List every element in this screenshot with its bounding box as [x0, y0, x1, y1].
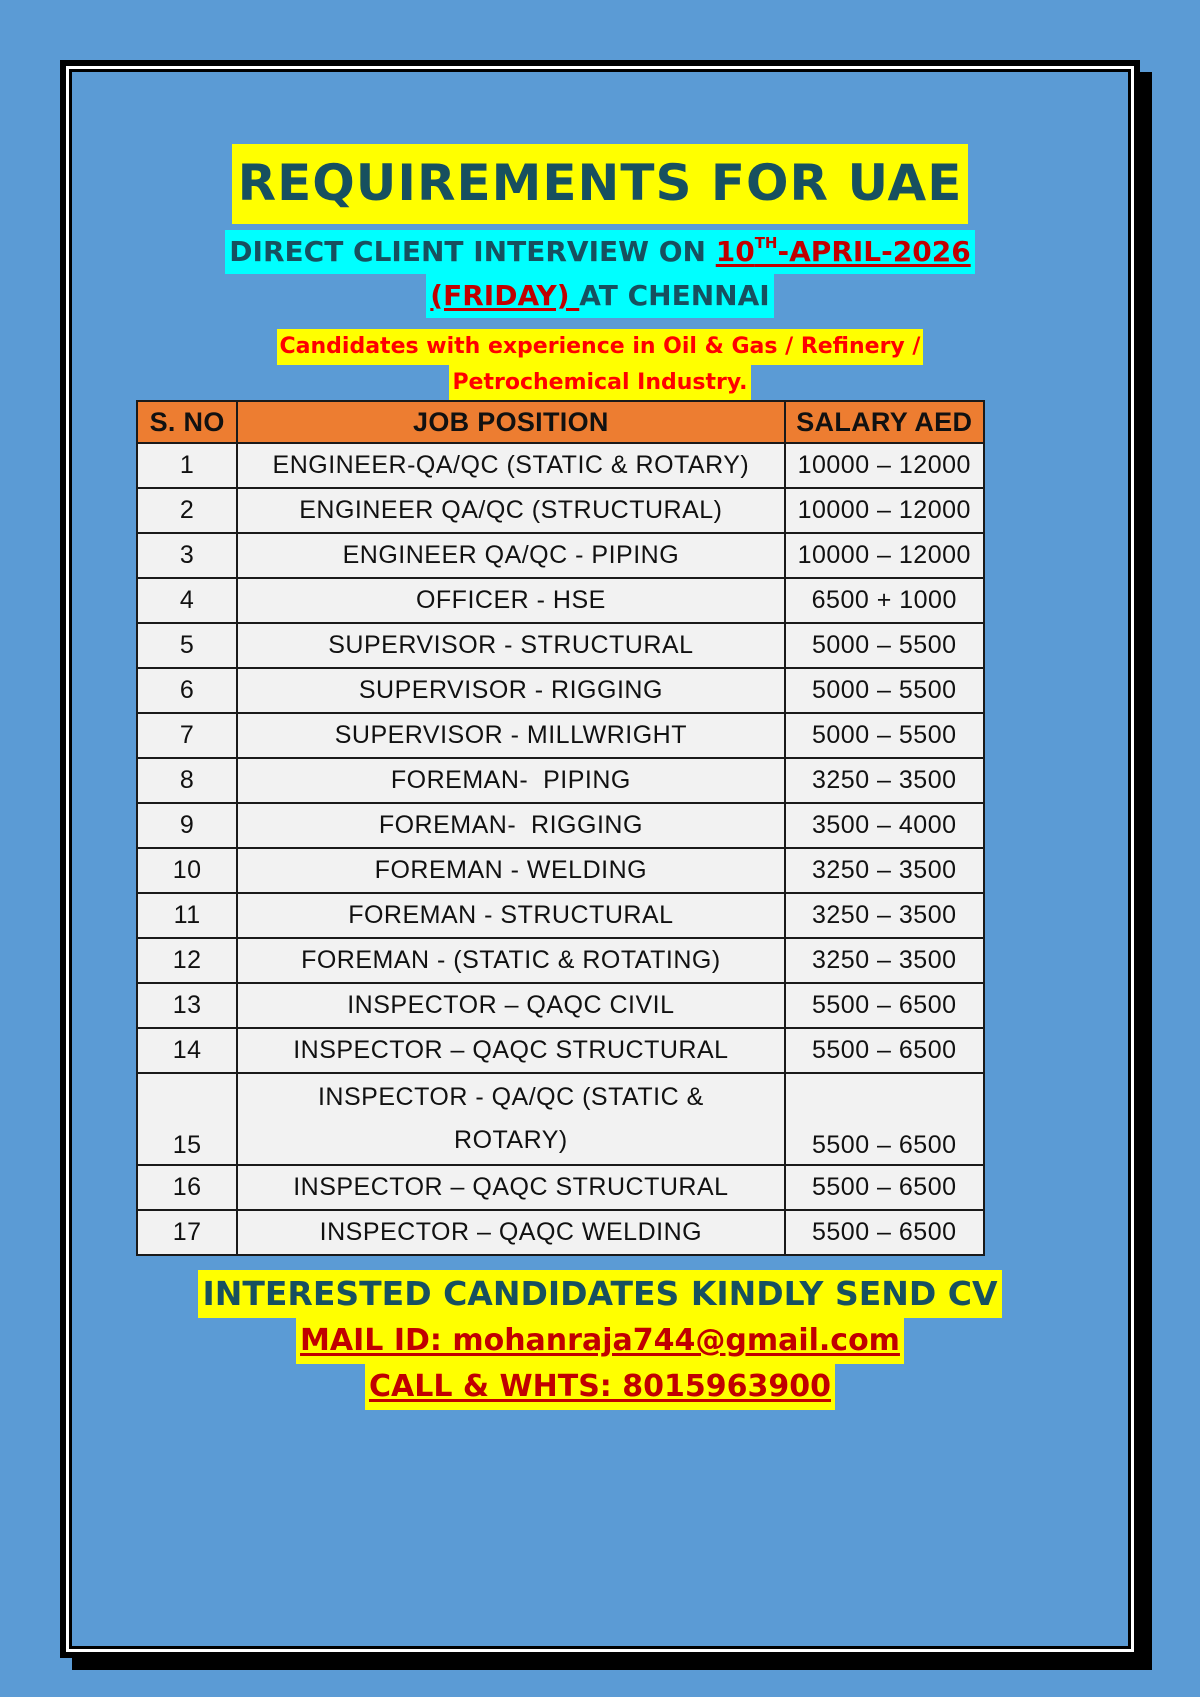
table-row	[137, 893, 984, 938]
row-number: 4	[137, 578, 237, 623]
interview-details	[72, 230, 1128, 318]
interview-date	[716, 235, 971, 268]
row-number: 2	[137, 488, 237, 533]
job-position: FOREMAN - STRUCTURAL	[237, 893, 784, 938]
table-row	[137, 443, 984, 488]
job-position: ENGINEER-QA/QC (STATIC & ROTARY)	[237, 443, 784, 488]
salary: 5000 – 5500	[785, 623, 984, 668]
job-position-line-2: ROTARY)	[454, 1126, 568, 1154]
salary: 5500 – 6500	[785, 1210, 984, 1255]
interview-weekday: (FRIDAY)	[430, 279, 580, 312]
job-position: ENGINEER QA/QC (STRUCTURAL)	[237, 488, 784, 533]
job-position: SUPERVISOR - RIGGING	[237, 668, 784, 713]
experience-line-1: Candidates with experience in Oil & Gas / Refinery /	[277, 329, 924, 365]
table-row	[137, 938, 984, 983]
interview-day: 10	[715, 235, 755, 268]
title-text: REQUIREMENTS FOR UAE	[232, 144, 969, 224]
salary: 5000 – 5500	[785, 713, 984, 758]
row-number: 12	[137, 938, 237, 983]
row-number: 14	[137, 1028, 237, 1073]
experience-note	[72, 329, 1128, 401]
interview-month-year: -APRIL-2026	[777, 235, 971, 268]
salary: 5500 – 6500	[785, 1028, 984, 1073]
row-number: 15	[137, 1073, 237, 1165]
interview-line-2	[426, 274, 773, 318]
table-row	[137, 803, 984, 848]
row-number: 1	[137, 443, 237, 488]
table-row	[137, 1028, 984, 1073]
interview-location: AT CHENNAI	[579, 279, 770, 312]
salary: 5500 – 6500	[785, 1073, 984, 1165]
row-number: 17	[137, 1210, 237, 1255]
job-position: INSPECTOR – QAQC WELDING	[237, 1210, 784, 1255]
job-position: INSPECTOR – QAQC CIVIL	[237, 983, 784, 1028]
row-number: 8	[137, 758, 237, 803]
cta-banner	[72, 1270, 1128, 1318]
interview-day-suffix: TH	[754, 234, 778, 252]
salary: 3250 – 3500	[785, 938, 984, 983]
salary: 5500 – 6500	[785, 983, 984, 1028]
poster-title	[72, 144, 1128, 224]
salary: 3250 – 3500	[785, 893, 984, 938]
contact-email	[72, 1318, 1128, 1364]
job-position: ENGINEER QA/QC - PIPING	[237, 533, 784, 578]
job-position: OFFICER - HSE	[237, 578, 784, 623]
job-table	[136, 400, 985, 1256]
table-row	[137, 623, 984, 668]
table-row	[137, 983, 984, 1028]
salary: 3250 – 3500	[785, 758, 984, 803]
job-position: SUPERVISOR - STRUCTURAL	[237, 623, 784, 668]
job-position: FOREMAN- RIGGING	[237, 803, 784, 848]
salary: 10000 – 12000	[785, 443, 984, 488]
table-row	[137, 488, 984, 533]
email-link[interactable]: MAIL ID: mohanraja744@gmail.com	[296, 1318, 904, 1364]
table-row	[137, 1165, 984, 1210]
column-header-sno: S. NO	[137, 401, 237, 443]
row-number: 9	[137, 803, 237, 848]
salary: 5500 – 6500	[785, 1165, 984, 1210]
job-position: FOREMAN- PIPING	[237, 758, 784, 803]
table-row	[137, 758, 984, 803]
job-position: SUPERVISOR - MILLWRIGHT	[237, 713, 784, 758]
experience-line-2: Petrochemical Industry.	[449, 365, 750, 401]
salary: 10000 – 12000	[785, 533, 984, 578]
salary: 6500 + 1000	[785, 578, 984, 623]
interview-prefix: DIRECT CLIENT INTERVIEW ON	[229, 235, 716, 268]
table-row	[137, 848, 984, 893]
job-position: FOREMAN - (STATIC & ROTATING)	[237, 938, 784, 983]
job-position: INSPECTOR – QAQC STRUCTURAL	[237, 1028, 784, 1073]
row-number: 16	[137, 1165, 237, 1210]
row-number: 5	[137, 623, 237, 668]
job-position-line-1: INSPECTOR - QA/QC (STATIC &	[317, 1083, 704, 1111]
salary: 5000 – 5500	[785, 668, 984, 713]
salary: 3250 – 3500	[785, 848, 984, 893]
job-position	[237, 1073, 784, 1165]
table-row	[137, 1210, 984, 1255]
table-row	[137, 668, 984, 713]
table-row	[137, 713, 984, 758]
row-number: 11	[137, 893, 237, 938]
row-number: 10	[137, 848, 237, 893]
table-row	[137, 533, 984, 578]
cta-text: INTERESTED CANDIDATES KINDLY SEND CV	[198, 1270, 1001, 1318]
job-position: FOREMAN - WELDING	[237, 848, 784, 893]
poster-content	[72, 72, 1128, 1646]
column-header-position: JOB POSITION	[237, 401, 784, 443]
table-row	[137, 578, 984, 623]
row-number: 6	[137, 668, 237, 713]
salary: 3500 – 4000	[785, 803, 984, 848]
salary: 10000 – 12000	[785, 488, 984, 533]
column-header-salary: SALARY AED	[785, 401, 984, 443]
phone-link[interactable]: CALL & WHTS: 8015963900	[365, 1364, 835, 1410]
row-number: 7	[137, 713, 237, 758]
table-header-row	[137, 401, 984, 443]
row-number: 13	[137, 983, 237, 1028]
job-position: INSPECTOR – QAQC STRUCTURAL	[237, 1165, 784, 1210]
table-row	[137, 1073, 984, 1165]
row-number: 3	[137, 533, 237, 578]
interview-line-1	[225, 230, 974, 274]
contact-phone	[72, 1364, 1128, 1410]
